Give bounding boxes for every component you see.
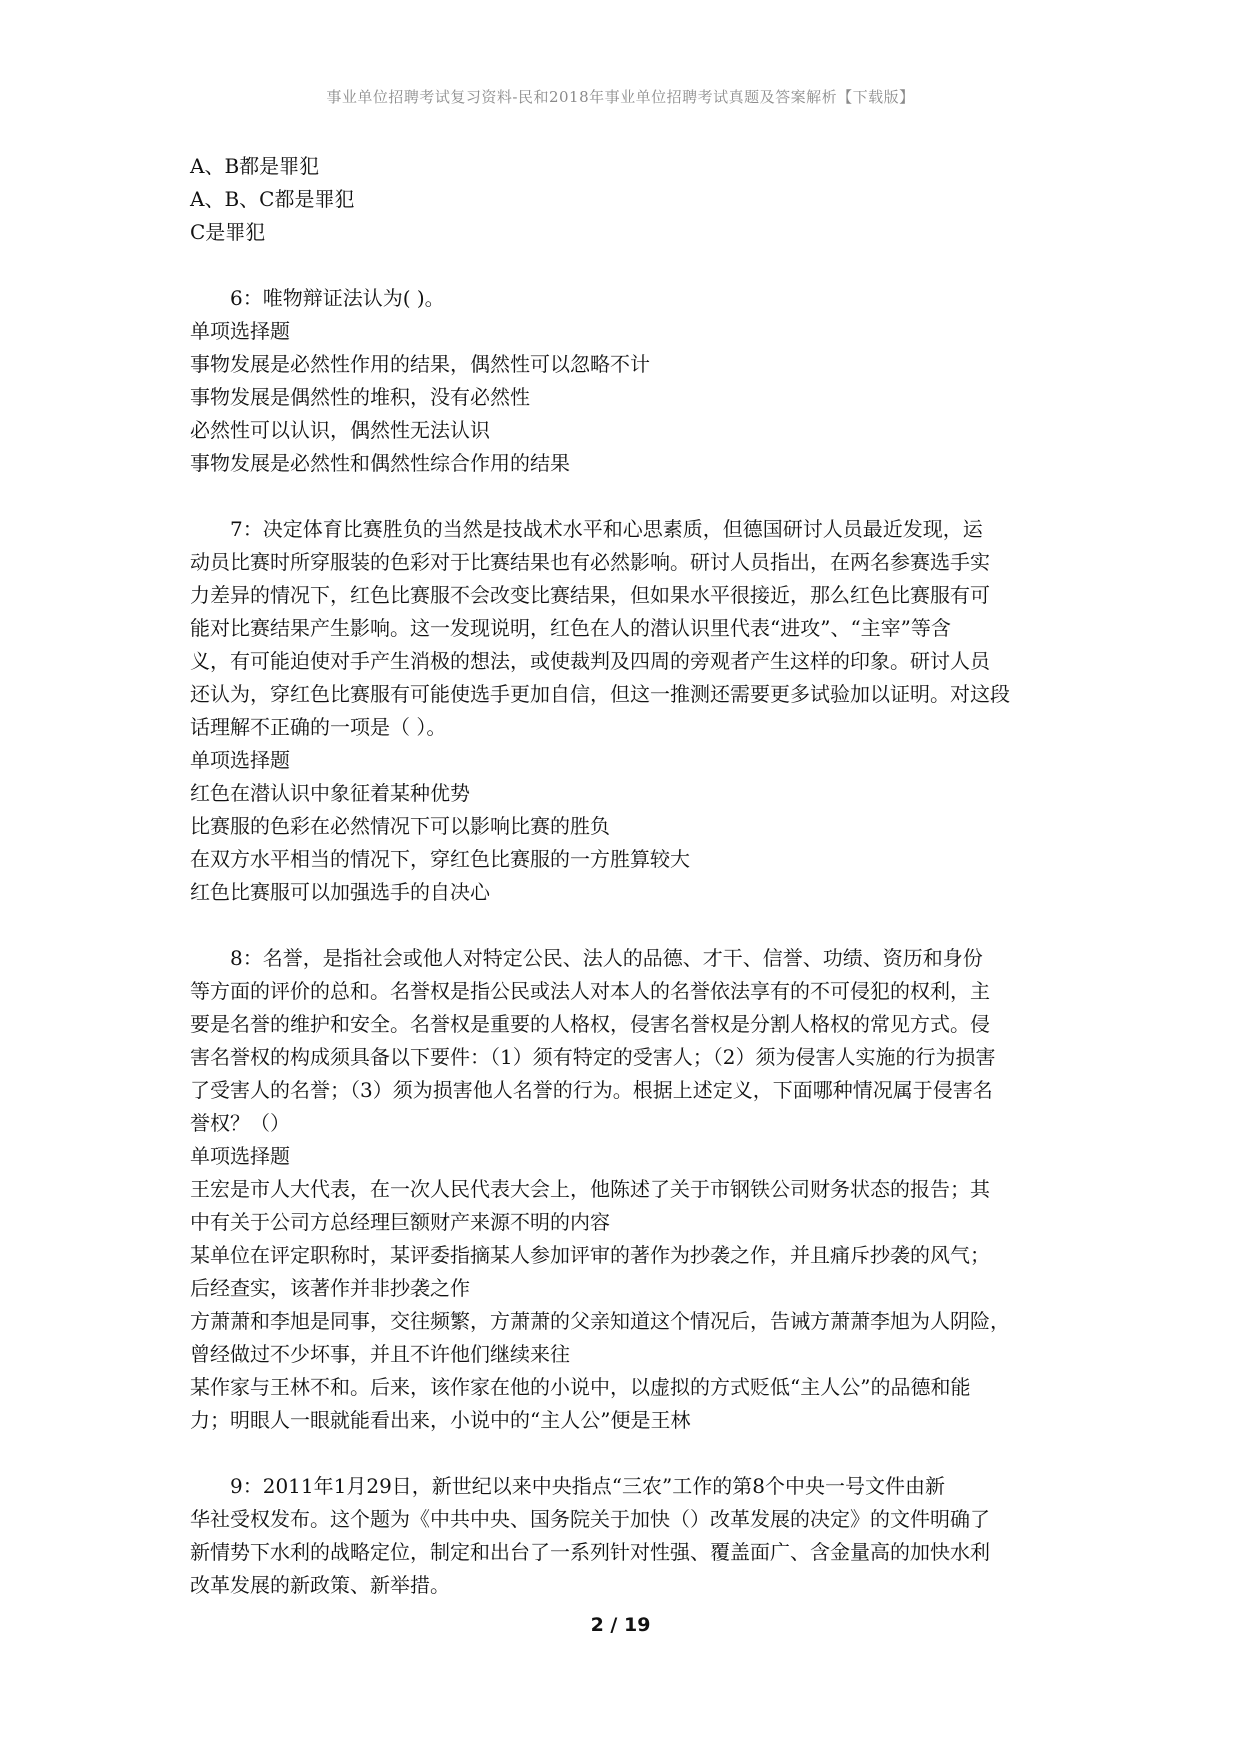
q6-stem: 6：唯物辩证法认为( )。 [230, 286, 445, 310]
q6-type: 单项选择题 [190, 319, 290, 343]
document-body [190, 150, 1060, 1602]
q7-stem-line-3: 力差异的情况下，红色比赛服不会改变比赛结果，但如果水平很接近，那么红色比赛服有可 [190, 583, 990, 607]
q8-type: 单项选择题 [190, 1144, 290, 1168]
spacer [190, 480, 1060, 513]
q8-option-4-line-2: 力；明眼人一眼就能看出来，小说中的“主人公”便是王林 [190, 1408, 691, 1432]
q7-option-1: 红色在潜认识中象征着某种优势 [190, 781, 470, 805]
q8-stem-line-1: 8：名誉，是指社会或他人对特定公民、法人的品德、才干、信誉、功绩、资历和身份 [230, 946, 983, 970]
q9-stem-line-3: 新情势下水利的战略定位，制定和出台了一系列针对性强、覆盖面广、含金量高的加快水利 [190, 1540, 990, 1564]
q9-stem-line-1: 9：2011年1月29日，新世纪以来中央指点“三农”工作的第8个中央一号文件由新 [230, 1474, 945, 1498]
q8-stem-line-5: 了受害人的名誉；（3）须为损害他人名誉的行为。根据上述定义，下面哪种情况属于侵害名 [190, 1078, 993, 1102]
q7-stem-line-6: 还认为，穿红色比赛服有可能使选手更加自信，但这一推测还需要更多试验加以证明。对这段 [190, 682, 1010, 706]
page-header: 事业单位招聘考试复习资料-民和2018年事业单位招聘考试真题及答案解析【下载版】 [326, 88, 915, 106]
spacer [190, 909, 1060, 942]
q8-option-4-line-1: 某作家与王林不和。后来，该作家在他的小说中，以虚拟的方式贬低“主人公”的品德和能 [190, 1375, 971, 1399]
q8-option-3-line-2: 曾经做过不少坏事，并且不许他们继续来往 [190, 1342, 570, 1366]
q8-option-1-line-1: 王宏是市人大代表，在一次人民代表大会上，他陈述了关于市钢铁公司财务状态的报告；其 [190, 1177, 990, 1201]
q7-option-3: 在双方水平相当的情况下，穿红色比赛服的一方胜算较大 [190, 847, 690, 871]
q8-option-2-line-1: 某单位在评定职称时，某评委指摘某人参加评审的著作为抄袭之作，并且痛斥抄袭的风气； [190, 1243, 990, 1267]
spacer [190, 249, 1060, 282]
q8-stem-line-4: 害名誉权的构成须具备以下要件：（1）须有特定的受害人；（2）须为侵害人实施的行为损害 [190, 1045, 996, 1069]
q9-stem-line-4: 改革发展的新政策、新举措。 [190, 1573, 450, 1597]
q7-type: 单项选择题 [190, 748, 290, 772]
q7-stem-line-2: 动员比赛时所穿服装的色彩对于比赛结果也有必然影响。研讨人员指出，在两名参赛选手实 [190, 550, 990, 574]
q7-stem-line-5: 义，有可能迫使对手产生消极的想法，或使裁判及四周的旁观者产生这样的印象。研讨人员 [190, 649, 990, 673]
spacer [190, 1437, 1060, 1470]
page-number: 2 / 19 [590, 1614, 651, 1636]
q8-option-3-line-1: 方萧萧和李旭是同事，交往频繁，方萧萧的父亲知道这个情况后，告诫方萧萧李旭为人阴险， [190, 1309, 1010, 1333]
q7-stem-line-4: 能对比赛结果产生影响。这一发现说明，红色在人的潜认识里代表“进攻”、“主宰”等含 [190, 616, 951, 640]
q6-option-3: 必然性可以认识，偶然性无法认识 [190, 418, 490, 442]
q8-option-2-line-2: 后经查实，该著作并非抄袭之作 [190, 1276, 470, 1300]
q5-option-2: A、B、C都是罪犯 [190, 187, 355, 211]
q7-stem-line-7: 话理解不正确的一项是（ ）。 [190, 715, 447, 739]
q6-option-4: 事物发展是必然性和偶然性综合作用的结果 [190, 451, 570, 475]
q5-option-3: C是罪犯 [190, 220, 266, 244]
q7-option-4: 红色比赛服可以加强选手的自决心 [190, 880, 490, 904]
q8-stem-line-2: 等方面的评价的总和。名誉权是指公民或法人对本人的名誉依法享有的不可侵犯的权利，主 [190, 979, 990, 1003]
q6-option-2: 事物发展是偶然性的堆积，没有必然性 [190, 385, 530, 409]
q8-stem-line-6: 誉权？（） [190, 1111, 290, 1135]
q8-option-1-line-2: 中有关于公司方总经理巨额财产来源不明的内容 [190, 1210, 610, 1234]
q7-stem-line-1: 7：决定体育比赛胜负的当然是技战术水平和心思素质，但德国研讨人员最近发现，运 [230, 517, 983, 541]
q9-stem-line-2: 华社受权发布。这个题为《中共中央、国务院关于加快（）改革发展的决定》的文件明确了 [190, 1507, 990, 1531]
q8-stem-line-3: 要是名誉的维护和安全。名誉权是重要的人格权，侵害名誉权是分割人格权的常见方式。侵 [190, 1012, 990, 1036]
q5-option-1: A、B都是罪犯 [190, 154, 320, 178]
q7-option-2: 比赛服的色彩在必然情况下可以影响比赛的胜负 [190, 814, 610, 838]
q6-option-1: 事物发展是必然性作用的结果，偶然性可以忽略不计 [190, 352, 650, 376]
